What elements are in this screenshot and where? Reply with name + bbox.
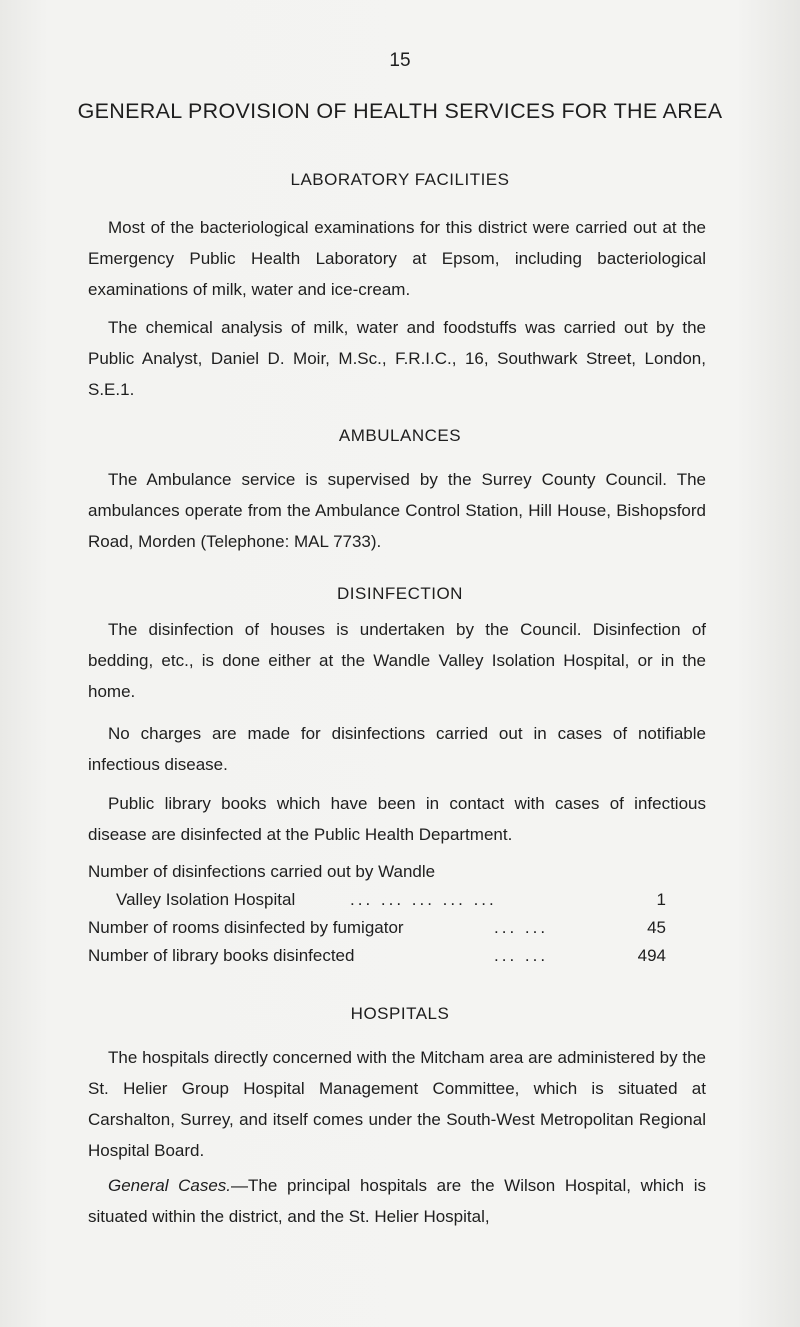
page-number: 15: [389, 50, 411, 71]
stat-wandle-label-line-1: Number of disinfections carried out by Wandle: [88, 862, 436, 881]
stat-fumigator-value: 45: [647, 918, 666, 937]
stat-library-value: 494: [637, 946, 666, 965]
stat-wandle-dots: ... ... ... ... ...: [350, 890, 497, 909]
general-cases-label: General Cases.: [108, 1176, 232, 1195]
laboratory-paragraph-1: Most of the bacteriological examinations for this district were carried out at the Emergency Public Health Laboratory at Epsom, including bacteriological examinations of milk, water and ice-cream.: [88, 218, 706, 299]
disinfection-paragraph-3: Public library books which have been in contact with cases of infectious disease are disinfected at the Public Health Department.: [88, 794, 706, 844]
stat-library-row: [88, 942, 706, 970]
stat-wandle-label-line-2: Valley Isolation Hospital: [116, 890, 296, 909]
stat-wandle-value: 1: [656, 890, 666, 909]
disinfection-heading: DISINFECTION: [337, 584, 463, 603]
laboratory-heading: LABORATORY FACILITIES: [290, 170, 510, 189]
stat-library-dots: ... ...: [494, 946, 549, 965]
general-cases-text: —The principal hospitals are the Wilson Hospital, which is situated within the district, and the St. Helier Hospital,: [88, 1176, 706, 1226]
page-title: GENERAL PROVISION OF HEALTH SERVICES FOR THE AREA: [77, 99, 723, 123]
hospitals-heading: HOSPITALS: [350, 1004, 450, 1023]
stat-wandle-row: [88, 886, 706, 914]
ambulances-paragraph: The Ambulance service is supervised by the Surrey County Council. The ambulances operate from the Ambulance Control Station, Hill House, Bishopsford Road, Morden (Telephone: MAL 7733).: [88, 470, 706, 551]
ambulances-heading: AMBULANCES: [338, 426, 462, 445]
laboratory-paragraph-2: The chemical analysis of milk, water and foodstuffs was carried out by the Public Analyst, Daniel D. Moir, M.Sc., F.R.I.C., 16, Southwark Street, London, S.E.1.: [88, 318, 706, 399]
stat-library-label: Number of library books disinfected: [88, 946, 355, 965]
stat-fumigator-row: [88, 914, 706, 942]
disinfection-paragraph-1: The disinfection of houses is undertaken by the Council. Disinfection of bedding, etc., is done either at the Wandle Valley Isolation Hospital, or in the home.: [88, 620, 706, 701]
hospitals-general-cases-paragraph: [88, 1170, 706, 1232]
disinfection-paragraph-2: No charges are made for disinfections carried out in cases of notifiable infectious disease.: [88, 724, 706, 774]
stat-fumigator-dots: ... ...: [494, 918, 549, 937]
stat-wandle-line-1: [88, 858, 706, 886]
hospitals-paragraph: The hospitals directly concerned with the Mitcham area are administered by the St. Helier Group Hospital Management Committee, which is situated at Carshalton, Surrey, and itself comes under the South-West Metropolitan Regional Hospital Board.: [88, 1048, 706, 1160]
stat-fumigator-label: Number of rooms disinfected by fumigator: [88, 918, 404, 937]
